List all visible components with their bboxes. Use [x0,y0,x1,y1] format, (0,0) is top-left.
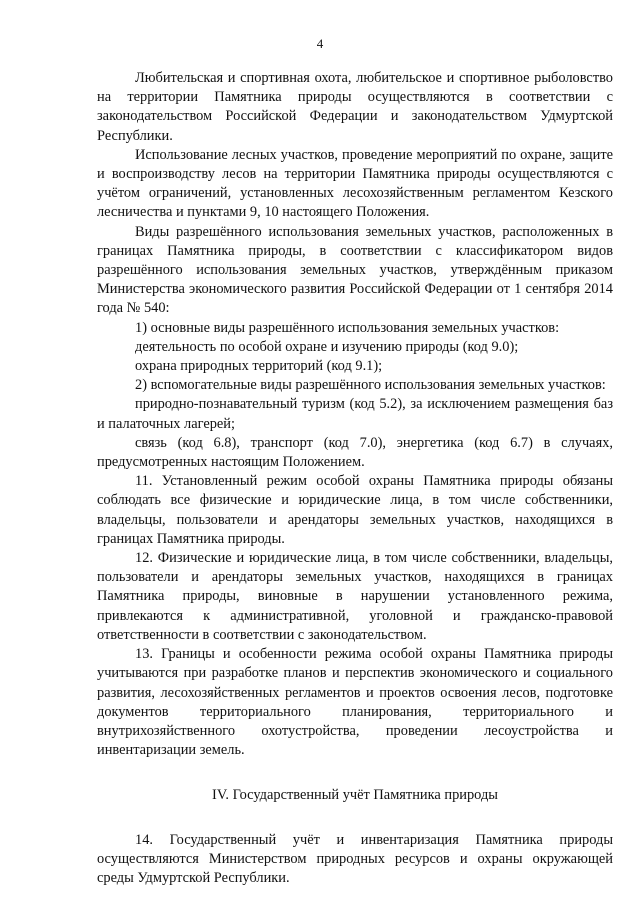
paragraph-hunting-fishing: Любительская и спортивная охота, любительское и спортивное рыболовство на территории Памятника природы осуществляются в соответствии с законодательством Российской Федерации и законодательством Удмуртской Республики. [97,70,613,144]
paragraph-clause-14: 14. Государственный учёт и инвентаризация Памятника природы осуществляются Министерством природных ресурсов и охраны окружающей среды Удмуртской Республики. [97,831,613,886]
paragraph-clause-12: 12. Физические и юридические лица, в том числе собственники, владельцы, пользователи и арендаторы земельных участков, находящихся в границах Памятника природы, виновные в нарушении установленного режима, привлекаются к административной, уголовной и гражданско-правовой ответственности в соответствии с законодательством. [97,550,613,643]
section-heading: IV. Государственный учёт Памятника природы [212,787,498,804]
list-item-main-type-1: деятельность по особой охране и изучению природы (код 9.0); [135,338,519,355]
list-item-main-type-2: охрана природных территорий (код 9.1); [135,358,383,375]
list-item-aux-type-1: природно-познавательный туризм (код 5.2), за исключением размещения баз и палаточных лагерей; [97,396,613,432]
list-item-aux-type-2: связь (код 6.8), транспорт (код 7.0), энергетика (код 6.7) в случаях, предусмотренных настоящим Положением. [97,434,613,471]
list-item-aux-types: 2) вспомогательные виды разрешённого использования земельных участков: [135,377,606,394]
list-item-main-types: 1) основные виды разрешённого использования земельных участков: [135,319,560,336]
document-body [97,69,613,888]
paragraph-forest-use: Использование лесных участков, проведение мероприятий по охране, защите и воспроизводству лесов на территории Памятника природы осуществляются с учётом ограничений, установленных лесохозяйственным регламентом Кезского лесничества и пунктами 9, 10 настоящего Положения. [97,146,613,221]
paragraph-clause-11: 11. Установленный режим особой охраны Памятника природы обязаны соблюдать все физические и юридические лица, в том числе собственники, владельцы, пользователи и арендаторы земельных участков, находящихся в границах Памятника природы. [97,473,613,547]
page-number: 4 [316,36,324,51]
paragraph-clause-13: 13. Границы и особенности режима особой охраны Памятника природы учитываются при разработке планов и перспектив экономического и социального развития, лесохозяйственных регламентов и проектов освоения лесов, подготовке документов территориального планирования, территориального и внутрихозяйственного охотустройства, проведении лесоустройства и инвентаризации земель. [97,646,613,759]
paragraph-land-use-types: Виды разрешённого использования земельных участков, расположенных в границах Памятника природы, в соответствии с классификатором видов разрешённого использования земельных участков, утверждённым приказом Министерства экономического развития Российской Федерации от 1 сентября 2014 года № 540: [97,223,613,317]
